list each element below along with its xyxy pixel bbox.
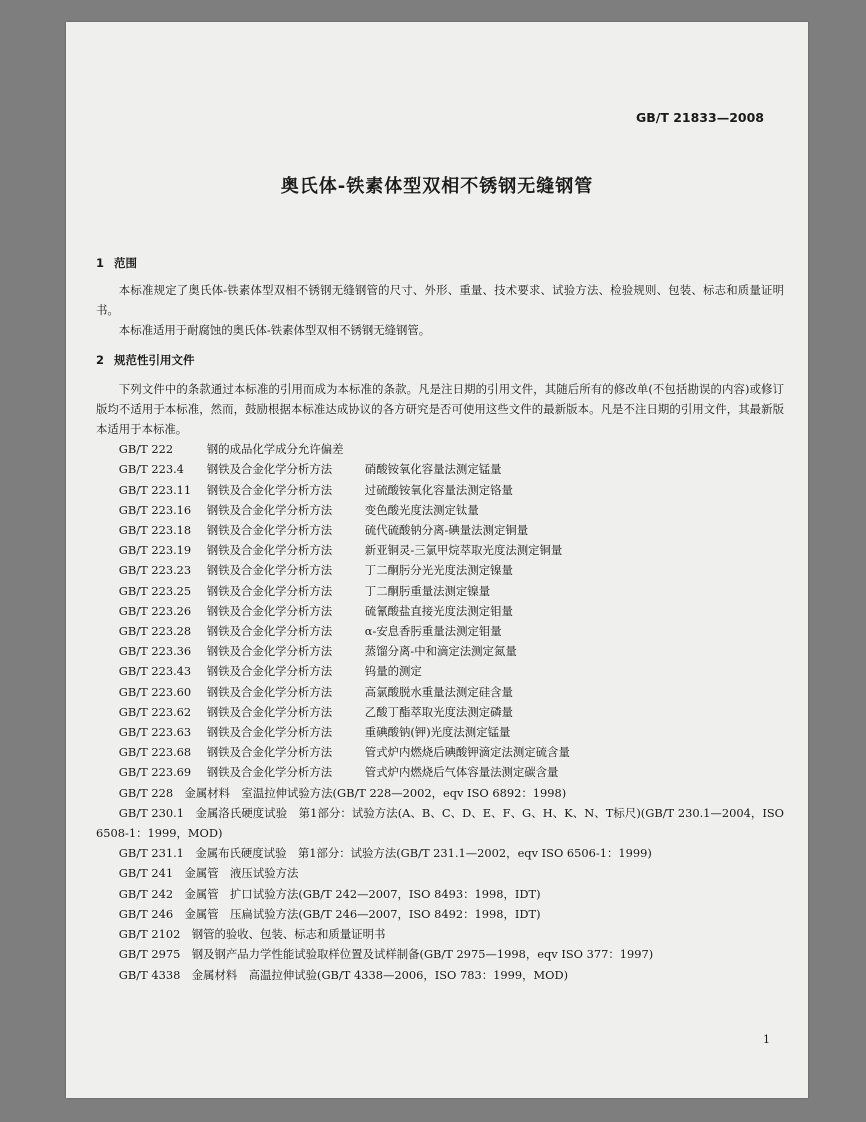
reference-item: [96, 863, 784, 883]
document-page: [66, 22, 808, 1098]
reference-title: 钨量的测定: [364, 664, 422, 679]
reference-title: 金属材料 室温拉伸试验方法(GB/T 228—2002，eqv ISO 6892：1998): [184, 785, 567, 800]
reference-code: GB/T 223.11: [118, 482, 192, 497]
reference-item: [96, 459, 784, 479]
reference-title: 乙酸丁酯萃取光度法测定磷量: [364, 704, 513, 719]
section-title: 规范性引用文件: [114, 352, 195, 367]
reference-item: [96, 560, 784, 580]
reference-code: GB/T 223.23: [118, 563, 192, 578]
section-2-heading: [96, 349, 784, 371]
reference-title: 变色酸光度法测定钛量: [364, 502, 479, 517]
paragraph: 本标准规定了奥氏体-铁素体型双相不锈钢无缝钢管的尺寸、外形、重量、技术要求、试验方法、检验规则、包装、标志和质量证明书。: [96, 283, 784, 318]
reference-item: [96, 500, 784, 520]
reference-title: 硫氰酸盐直接光度法测定钼量: [364, 603, 513, 618]
reference-category: 钢铁及合金化学分析方法: [206, 745, 333, 760]
reference-category: 钢铁及合金化学分析方法: [206, 704, 333, 719]
reference-code: GB/T 223.19: [118, 543, 192, 558]
reference-item: [96, 722, 784, 742]
reference-code: GB/T 231.1: [118, 846, 184, 861]
reference-category: 钢铁及合金化学分析方法: [206, 523, 333, 538]
reference-category: 钢铁及合金化学分析方法: [206, 502, 333, 517]
reference-category: 钢铁及合金化学分析方法: [206, 543, 333, 558]
reference-code: GB/T 228: [118, 785, 174, 800]
reference-code: GB/T 223.36: [118, 644, 192, 659]
reference-title: 金属布氏硬度试验 第1部分：试验方法(GB/T 231.1—2002，eqv ISO 6506-1：1999): [195, 846, 652, 861]
reference-category: 钢铁及合金化学分析方法: [206, 603, 333, 618]
reference-item: [96, 682, 784, 702]
reference-title: 新亚铜灵-三氯甲烷萃取光度法测定铜量: [364, 543, 563, 558]
reference-category: 钢铁及合金化学分析方法: [206, 583, 333, 598]
standard-code: GB/T 21833—2008: [635, 110, 764, 125]
reference-title: 丁二酮肟重量法测定镍量: [364, 583, 491, 598]
reference-item: [96, 965, 784, 985]
reference-code: GB/T 2975: [118, 947, 181, 962]
reference-item: [96, 601, 784, 621]
reference-item: [96, 924, 784, 944]
reference-code: GB/T 223.25: [118, 583, 192, 598]
reference-category: 钢铁及合金化学分析方法: [206, 765, 333, 780]
reference-item: [96, 439, 784, 459]
reference-title: 丁二酮肟分光光度法测定镍量: [364, 563, 513, 578]
reference-category: 钢铁及合金化学分析方法: [206, 644, 333, 659]
reference-title: 管式炉内燃烧后气体容量法测定碳含量: [364, 765, 559, 780]
reference-code: GB/T 4338: [118, 967, 181, 982]
reference-item: [96, 843, 784, 863]
reference-category: 钢铁及合金化学分析方法: [206, 725, 333, 740]
reference-category: 钢铁及合金化学分析方法: [206, 563, 333, 578]
reference-item: [96, 702, 784, 722]
reference-category: 钢铁及合金化学分析方法: [206, 664, 333, 679]
reference-item: [96, 884, 784, 904]
reference-code: GB/T 223.63: [118, 725, 192, 740]
section-number: 1: [96, 256, 105, 270]
reference-title: 金属管 扩口试验方法(GB/T 242—2007，ISO 8493：1998，IDT): [184, 886, 541, 901]
reference-category: 钢铁及合金化学分析方法: [206, 462, 333, 477]
reference-item: [96, 540, 784, 560]
paragraph: 本标准适用于耐腐蚀的奥氏体-铁素体型双相不锈钢无缝钢管。: [118, 323, 431, 338]
reference-title: 硫代硫酸钠分离-碘量法测定铜量: [364, 523, 529, 538]
reference-code: GB/T 223.4: [118, 462, 184, 477]
reference-code: GB/T 246: [118, 906, 174, 921]
reference-title: 管式炉内燃烧后碘酸钾滴定法测定硫含量: [364, 745, 570, 760]
reference-item: [96, 581, 784, 601]
reference-title: 高氯酸脱水重量法测定硅含量: [364, 684, 513, 699]
reference-code: GB/T 223.43: [118, 664, 192, 679]
reference-item: [96, 641, 784, 661]
reference-title: 金属材料 高温拉伸试验(GB/T 4338—2006，ISO 783：1999，MOD): [191, 967, 569, 982]
reference-list-continued: [96, 783, 784, 985]
reference-list: [96, 439, 784, 782]
reference-title: 金属洛氏硬度试验 第1部分：试验方法(A、B、C、D、E、F、G、H、K、N、T标尺)(GB/T 230.1—2004，ISO 6508-1：1999，MOD): [96, 805, 784, 841]
reference-code: GB/T 223.69: [118, 765, 192, 780]
reference-title: 钢的成品化学成分允许偏差: [206, 442, 344, 457]
page-title: 奥氏体-铁素体型双相不锈钢无缝钢管: [280, 176, 594, 197]
reference-code: GB/T 223.28: [118, 624, 192, 639]
reference-item: [96, 742, 784, 762]
reference-item: [96, 783, 784, 803]
reference-code: GB/T 223.26: [118, 603, 192, 618]
reference-item: [96, 480, 784, 500]
reference-item: [96, 904, 784, 924]
reference-code: GB/T 223.68: [118, 745, 192, 760]
reference-title: 过硫酸铵氧化容量法测定铬量: [364, 482, 513, 497]
reference-code: GB/T 223.62: [118, 704, 192, 719]
document-body: [96, 252, 784, 985]
reference-category: 钢铁及合金化学分析方法: [206, 482, 333, 497]
reference-title: 钢管的验收、包装、标志和质量证明书: [191, 927, 386, 942]
reference-title: 钢及钢产品力学性能试验取样位置及试样制备(GB/T 2975—1998，eqv ISO 377：1997): [191, 947, 654, 962]
reference-title: 蒸馏分离-中和滴定法测定氮量: [364, 644, 517, 659]
reference-code: GB/T 222: [118, 442, 174, 457]
reference-code: GB/T 223.18: [118, 523, 192, 538]
reference-item: [96, 520, 784, 540]
reference-code: GB/T 242: [118, 886, 174, 901]
section-1-heading: [96, 252, 784, 274]
reference-item: [96, 661, 784, 681]
reference-code: GB/T 2102: [118, 927, 181, 942]
reference-code: GB/T 230.1: [118, 805, 185, 820]
reference-code: GB/T 241: [118, 866, 174, 881]
reference-title: 金属管 液压试验方法: [184, 866, 299, 881]
reference-title: 重碘酸钠(钾)光度法测定锰量: [364, 725, 511, 740]
reference-item: [96, 944, 784, 964]
reference-title: 金属管 压扁试验方法(GB/T 246—2007，ISO 8492：1998，IDT): [184, 906, 541, 921]
reference-item: [96, 762, 784, 782]
reference-title: α-安息香肟重量法测定钼量: [364, 624, 502, 639]
paragraph: 下列文件中的条款通过本标准的引用而成为本标准的条款。凡是注日期的引用文件，其随后所有的修改单(不包括勘误的内容)或修订版均不适用于本标准，然而，鼓励根据本标准达成协议的各方研究是否可使用这些文件的最新版本。凡是不注日期的引用文件，其最新版本适用于本标准。: [96, 381, 784, 437]
reference-category: 钢铁及合金化学分析方法: [206, 624, 333, 639]
reference-item: [96, 621, 784, 641]
page-number: 1: [763, 1033, 770, 1046]
reference-item: [96, 803, 784, 843]
reference-code: GB/T 223.60: [118, 684, 192, 699]
reference-category: 钢铁及合金化学分析方法: [206, 684, 333, 699]
reference-code: GB/T 223.16: [118, 502, 192, 517]
section-number: 2: [96, 352, 105, 367]
reference-title: 硝酸铵氧化容量法测定锰量: [364, 462, 502, 477]
section-title: 范围: [114, 256, 137, 270]
